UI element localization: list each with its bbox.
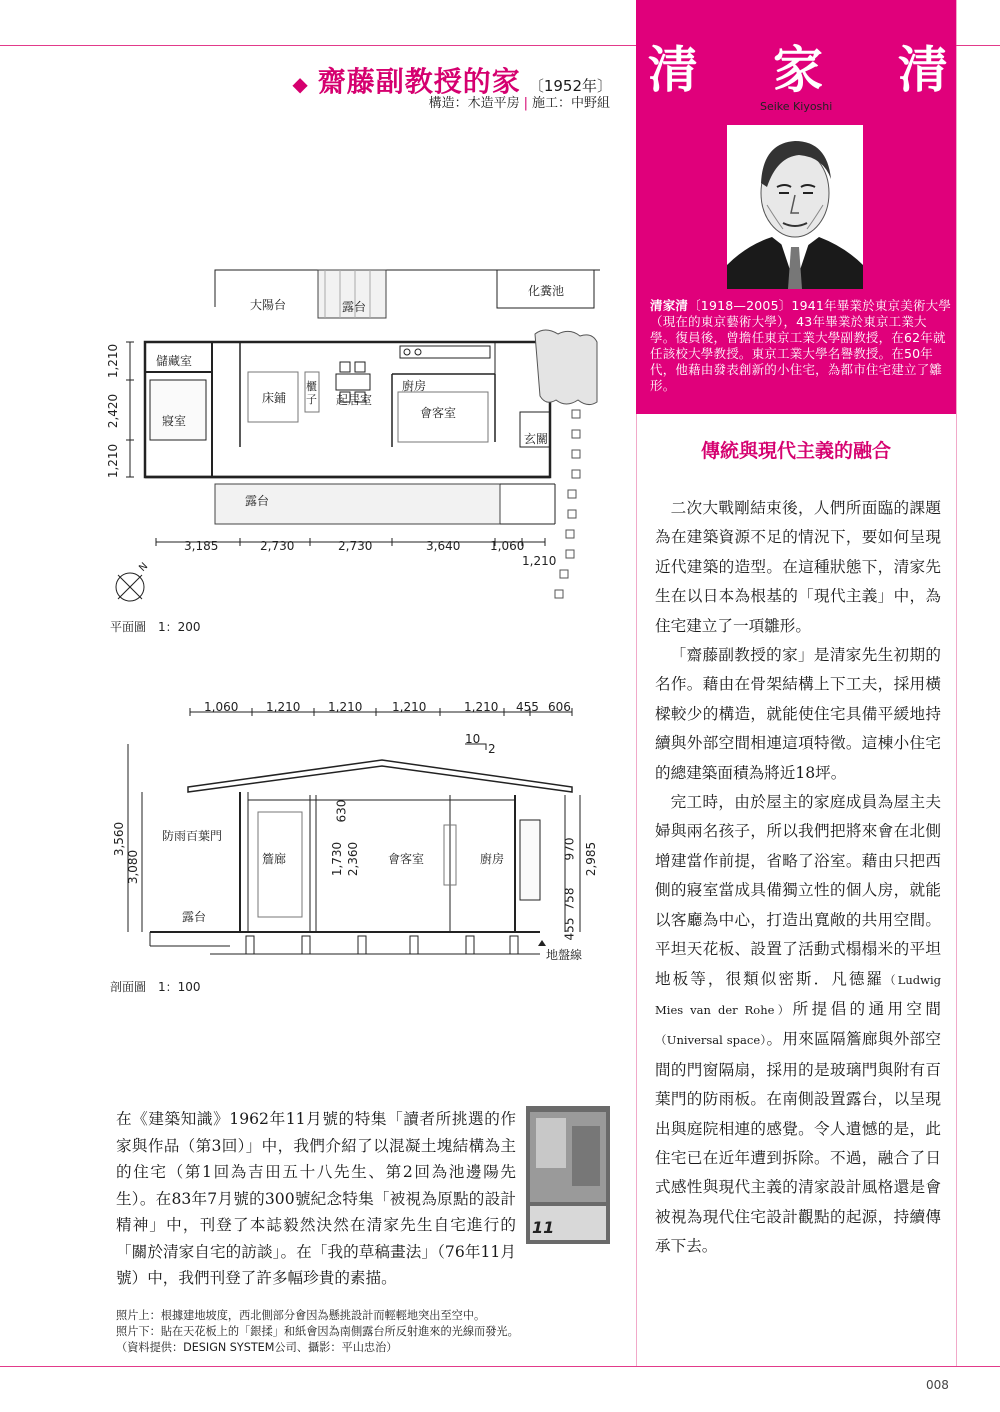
plan-caption: 平面圖 1：200: [110, 620, 201, 634]
room-label: 露台: [342, 300, 367, 314]
mies-name: （Ludwig Mies van der Rohe）: [655, 972, 941, 1017]
room-label: 化糞池: [528, 284, 565, 298]
dimension-label: 1,210: [392, 700, 427, 714]
floor-plan: [100, 262, 600, 607]
section-label: 廚房: [480, 852, 505, 866]
dimension-label: 455: [562, 917, 577, 941]
bio-text: 〔1918—2005〕1941年畢業於東京美術大學（現在的東京藝術大學），43年畢業於東京工業大學。復員後，曾擔任東京工業大學副教授，在62年就任該校大學教授。東京工業大學名譽教授。在50年代，他藉由發表創新的小住宅，為都市住宅建立了雛形。: [650, 298, 952, 393]
dimension-label: 2,985: [584, 841, 599, 877]
dimension-label: 630: [334, 799, 349, 823]
article-paragraph: 「齋藤副教授的家」是清家先生初期的名作。藉由在骨架結構上下工夫，採用橫樑較少的構造，就能使住宅具備平緩地持續與外部空間相連這項特徵。這棟小住宅的總建築面積為將近18坪。: [655, 646, 941, 782]
intro-paragraph: 在《建築知識》1962年11月號的特集「讀者所挑選的作家與作品（第3回）」中，我們介紹了以混凝土塊結構為主的住宅（第1回為吉田五十八先生、第2回為池邊陽先生）。在83年7月號的300號紀念特集「被視為原點的設計精神」中，刊登了本誌毅然決然在清家先生自宅進行的「關於清家自宅的訪談」。在「我的草稿畫法」（76年11月號）中，我們刊登了許多幅珍貴的素描。: [116, 1110, 516, 1287]
article-paragraph: [655, 788, 941, 1262]
dimension-label: 1,730: [330, 841, 345, 877]
name-char: 家: [773, 40, 823, 99]
top-rule: [0, 45, 636, 46]
dimension-label: 1,210: [106, 443, 121, 479]
slope-label: 2: [488, 742, 496, 756]
dimension-label: 2,730: [260, 539, 295, 553]
right-top-rule: [956, 45, 1000, 46]
section-drawing: [110, 700, 600, 970]
dimension-label: 3,080: [126, 849, 141, 885]
section-caption: 剖面圖 1：100: [110, 980, 201, 994]
page-number: 008: [926, 1378, 949, 1392]
architect-portrait: [727, 125, 863, 289]
note-line: 照片上：根據建地坡度，西北側部分會因為懸挑設計而輕輕地突出至空中。: [116, 1309, 486, 1322]
dimension-label: 1,210: [328, 700, 363, 714]
room-label: 儲藏室: [156, 354, 193, 368]
paragraph-text: 完工時，由於屋主的家庭成員為屋主夫婦與兩名孩子，所以我們把將來會在北側增建當作前提，省略了浴室。藉由只把西側的寢室當成具備獨立性的個人房，就能以客廳為中心，打造出寬敞的共用空間。平坦天花板、設置了活動式榻榻米的平坦地板等，很類似密斯．凡德羅: [655, 793, 941, 988]
room-label: 床鋪: [262, 391, 287, 405]
name-char: 清: [898, 40, 948, 99]
universal-space: （Universal space）: [655, 1033, 767, 1048]
section-label: 防雨百葉門: [162, 829, 223, 843]
dimension-label: 606: [548, 700, 571, 714]
architect-name: [648, 30, 948, 102]
dimension-label: 1,060: [204, 700, 239, 714]
room-label: 櫃子: [306, 380, 317, 406]
note-line: （資料提供：DESIGN SYSTEM公司、攝影：平山忠治）: [116, 1341, 398, 1354]
right-rule: [956, 0, 957, 1366]
article-heading: 傳統與現代主義的融合: [700, 440, 891, 462]
article-paragraph: 二次大戰剛結束後，人們所面臨的課題為在建築資源不足的情況下，要如何呈現近代建築的造型。在這種狀態下，清家先生在以日本為根基的「現代主義」中，為住宅建立了一項雛形。: [655, 499, 941, 635]
thumbnail-number: 11: [532, 1218, 555, 1237]
architect-bio: [650, 298, 952, 394]
room-label: 玄關: [524, 432, 549, 446]
dimension-label: 2,730: [338, 539, 373, 553]
dimension-label: 1,210: [106, 343, 121, 379]
section-label: 露台: [182, 910, 207, 924]
builder-text: 施工：中野組: [531, 96, 610, 111]
room-label: 會客室: [420, 406, 457, 420]
dimension-label: 758: [562, 887, 577, 911]
separator: |: [523, 96, 528, 111]
dimension-label: 3,185: [184, 539, 219, 553]
dimension-label: 970: [562, 837, 577, 861]
room-label: 廚房: [402, 379, 427, 393]
article-body: [655, 494, 941, 1262]
section-label: 簷廊: [262, 852, 287, 866]
note-line: 照片下：貼在天花板上的「銀揉」和紙會因為南側露台所反射進來的光線而發光。: [116, 1325, 519, 1338]
room-label: 起居室: [336, 393, 373, 407]
room-label: 大陽台: [250, 298, 287, 312]
structure-text: 構造：木造平房: [428, 96, 520, 111]
house-subtitle: [429, 92, 610, 111]
dimension-label: 3,560: [112, 821, 127, 857]
bottom-rule: [0, 1366, 1000, 1367]
room-label: 寢室: [162, 414, 187, 428]
diamond-icon: ◆: [292, 72, 308, 96]
north-label: N: [137, 560, 151, 575]
dimension-label: 2,420: [106, 393, 121, 429]
magazine-thumbnail: [526, 1106, 610, 1244]
dimension-label: 2,360: [346, 841, 361, 877]
left-rule: [636, 414, 637, 1366]
dimension-label: 1,060: [490, 539, 525, 553]
dimension-label: 1,210: [522, 554, 557, 568]
name-char: 清: [648, 40, 698, 99]
dimension-label: 455: [516, 700, 539, 714]
house-title: 齋藤副教授的家: [317, 65, 521, 98]
bio-name: 清家清: [650, 298, 689, 313]
architect-romanized: Seike Kiyoshi: [760, 100, 833, 113]
section-label: 會客室: [388, 852, 425, 866]
section-label: 地盤線: [546, 948, 583, 962]
dimension-label: 1,210: [266, 700, 301, 714]
slope-label: 10: [465, 732, 481, 746]
paragraph-text: 。用來區隔簷廊與外部空間的門窗隔扇，採用的是玻璃門與附有百葉門的防雨板。在南側設置露台，以呈現出與庭院相連的感覺。令人遺憾的是，此住宅已在近年遭到拆除。不過，融合了日式感性與現代主義的清家設計風格還是會被視為現代住宅設計觀點的起源，持續傳承下去。: [655, 1030, 941, 1256]
dimension-label: 3,640: [426, 539, 461, 553]
room-label: 露台: [245, 494, 270, 508]
photo-notes: [116, 1308, 536, 1356]
house-year: 〔1952年〕: [528, 77, 612, 95]
paragraph-text: 所提倡的通用空間: [792, 999, 941, 1018]
dimension-label: 1,210: [464, 700, 499, 714]
